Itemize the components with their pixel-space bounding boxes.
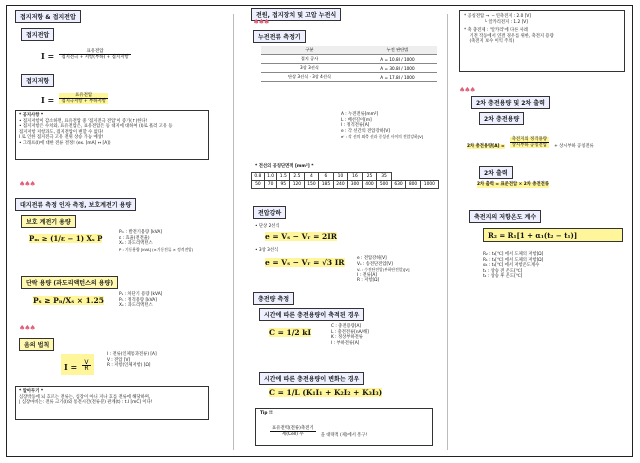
grid-cell: 300 [348,181,363,189]
formula-temp-coeff: R₂ = R₁[1 + α₁(t₂ − t₁)] [488,231,578,240]
wire-size-grid [251,172,439,189]
note-line: (축전지 보수 이익 주의) [464,39,515,45]
grid-title: * 전선의 공칭단면적 [mm²] * [255,164,314,169]
note-line: 심장박동에 뇌 흐르는 전류는, 심장이 아니 지나 흐를 전류에 해당하며, [19,394,151,400]
table-header: 구분 [261,46,358,55]
section-title-wiring: 전원, 접지장치 및 고압 누전식 [251,8,341,21]
note-line: I 로 인한 접지전극 고유 전위 상승 가능 예상! [19,135,104,141]
formula-short-circuit: Pₛ ≥ Pₙ/Xₛ × 1.25 [33,296,104,305]
formula-charge-variable: C = 1/L (K₁I₁ + K₂I₂ + K₃I₃) [269,388,383,397]
subtitle-secondary-capacity: 2차 충전용량 [479,112,524,125]
legend-item: α₁ : t₁[℃] 에서 저항온도계수 [483,263,540,269]
section-title-temp-coeff: 축전지의 저항온도 계수 [469,210,541,223]
legend-item: Vᵣ : 수전단전압(부하단전압)[V] [357,267,410,273]
legend-item: Pₙ : 정격용량 [kVA] [119,297,157,303]
column-divider [447,14,448,450]
wiring-table [261,46,437,82]
formula-ground-resistance: I = $\frac{\text{표유전압}}{\text{접지극저항 + 부하저항}}$ [41,93,106,105]
subtitle-leakage: 누전전류 측정기 [253,30,306,43]
legend-item: I : 부하전류[A] [331,340,360,346]
grid-cell: 95 [277,181,290,189]
section-title-secondary: 2차 충전용량 및 2차 출력 [471,96,550,109]
notes-title: * 알아두기 * [19,389,44,394]
note-line: * 공칭전압 → ─ 연축전지 : 2.0 [V] [464,14,532,19]
note-line: 기전 작동에서 연결 경우를 위한, 축전지 용량 [464,33,554,39]
legend-item: Xₛ : 과도리액턴스 [119,241,153,247]
column-1 [11,8,211,454]
grid-cell: 500 [377,181,392,189]
formula-secondary-output: 2차 출력 = 표준전압 × 2차 충전전류 [477,182,549,187]
legend-item: Xₛ : 과도리액턴스 [119,303,153,309]
legend-item: V : 전압 [V] [107,357,131,363]
table-row [252,173,439,181]
grid-cell: 0.8 [252,173,265,181]
legend-item: L : 충전전류[nA/해] [331,329,369,335]
eq-label-three-phase: • 3상 3선식 [255,248,279,253]
formula-charge-constant: C = 1/2 kI [269,328,311,337]
grid-cell: 1000 [420,181,438,189]
legend-relay [119,230,193,252]
legend-charge [331,324,369,346]
note-line: • 접지저항은 수치와, 표유전압은, 표유전압은 등 대지에 대하여 (I)로 흘러 고유 등 [19,124,173,130]
note-line: • 그래프(I)에 대한 전류 결정! (ex. [mA] ↔ [A]) [19,140,111,146]
subtitle-ground-voltage: 접지전압 [21,28,54,41]
grid-cell: 25 [362,173,377,181]
hearts-decoration: ♠♠♠ [19,180,35,188]
legend-item: e : 전압강하[V] [357,256,387,261]
formula-ground-voltage: I = $\frac{\text{표유전압}}{\text{접지전극 + 저항(부하) + 접지저항}}$ [41,49,129,61]
formula-three-phase: e = Vₛ − Vᵣ = √3 IR [265,258,345,267]
legend-leakage [341,112,423,140]
section-title-voltage-drop: 전압강하 [253,206,286,219]
grid-cell: 630 [391,181,406,189]
study-sheet [6,5,633,457]
notes-title: * 공지사항 * [19,113,44,118]
grid-cell: 16 [348,173,363,181]
table-header: 누전 판단법 [358,46,437,55]
legend-item: R₁ : t₁[℃] 에서 도체의 저항[Ω] [483,257,544,263]
table-row: 단상 3선식 · 3상 4선식 A = 17.8I / 1000 [261,73,437,82]
table-row: 접지 공사 A = 10.8I / 1000 [261,55,437,64]
legend-item: K : 정상부하전류 [331,335,363,341]
legend-item: Pₘ : 발전기용량 [kVA] [119,230,163,235]
note-line: | 심장마비는: 전류 크기(I)와 통전시간(전류분) 관계(t) : t.I [mC] 이다! [19,400,153,406]
grid-cell: 35 [377,173,392,181]
grid-cell: 4 [304,173,319,181]
column-2 [245,8,441,454]
legend-item: t₁ : 상승 전 온도[℃] [483,268,523,274]
legend-item: e : 각 선간의 전압강하[V] [341,128,391,134]
formula-ohms-law: I = $\frac{V}{R}$ [61,354,94,375]
grid-cell: 120 [290,181,305,189]
legend-item: R : 저항(인체저항) [Ω] [107,363,151,369]
tip-formula: $\frac{\text{표유전력(전류)축전기}}{\text{세(Cell) 수}}$ 을 대략적 (제)에서 흥구! [272,426,368,438]
grid-cell: 70 [264,181,277,189]
column-3 [455,8,631,454]
legend-item: A : 누전전류[mm²] [341,112,379,117]
tip-box [255,408,433,446]
grid-cell: 6 [319,173,334,181]
legend-item: L : 배선길이[m] [341,117,372,123]
formula-secondary-capacity: 2차 충전용량[A] = $\frac{\text{축전지의 정격용량}}{\text{상시부하 공칭전압}}$ + 상시부하 공칭전류 [467,137,594,149]
legend-item: R₂ : t₂[℃] 에서 도체의 저항[Ω] [483,252,544,257]
formula-box-temp [483,228,623,242]
grid-cell: 1.5 [277,173,290,181]
subtitle-charge-constant: 시간에 따른 충전용량이 축적된 경우 [259,308,364,321]
legend-short-circuit [119,292,162,309]
column-divider [233,14,234,450]
grid-cell: 2.5 [290,173,305,181]
note-line: 접지저항 저항과도, 접지전압이 변할 수 없다! [19,129,104,135]
legend-item: e' : 각 선의 외측 선과 중성선 사이의 전압강하[V] [341,134,424,140]
legend-item: ε : 효율(전전율) [119,235,150,241]
eq-label-single-phase: • 단상 2선식 [255,224,280,229]
section-title-grounding: 접지저항 & 접지전압 [15,10,81,23]
table-row: 3상 3선식 A = 30.8I / 1000 [261,64,437,73]
hearts-decoration: ♠♠♠ [459,86,475,94]
hearts-decoration: ♠♠♠ [253,18,269,26]
legend-item: P : 기동용량 [kVA] (×기동전류 × 정격전압) [119,246,194,252]
section-title-relay: 대지전류 측정 인자 측정, 보호계전기 용량 [15,198,136,211]
subtitle-short-circuit: 단락 용량 (과도리액턴스의 용량) [21,276,118,289]
formula-relay-capacity: Pₘ ≥ (1/ε − 1) Xₛ P [29,234,103,243]
grid-cell: 50 [252,181,265,189]
grid-cell: 400 [362,181,377,189]
legend-ohms [107,352,157,369]
battery-note-box [459,10,625,72]
note-line: * 축 충전제 : '알카리'에 다른 사례 [464,28,528,34]
grid-cell: 800 [406,181,421,189]
legend-temp [483,252,543,280]
legend-item: I : 전류(인체통과전류) [A] [107,352,157,357]
subtitle-relay-capacity: 보호 계전기 용량 [21,215,76,228]
subtitle-secondary-output: 2차 출력 [479,166,513,179]
legend-item: C : 충전용량[A] [331,324,362,329]
note-line: • 접지저항이 감소하면, 표유전압 중 '접지전극 전압'이 증가(↑)한다! [19,118,148,124]
legend-voltage-drop [357,256,409,284]
subtitle-ground-resistance: 접지저항 [21,74,54,87]
legend-item: I : 정격전류[A] [341,123,370,129]
grid-cell: 10 [333,173,348,181]
legend-item: Pₛ : 차단기 용량 [kVA] [119,292,163,297]
tip-title: Tip !! [260,411,273,416]
grid-cell: 1.0 [264,173,277,181]
formula-single-phase: e = Vₛ − Vᵣ = 2IR [265,232,337,241]
section-title-ohms-law: 옴의 법칙 [19,338,54,351]
legend-item: R : 저항[Ω] [357,278,380,284]
table-row [252,181,439,189]
legend-item: Vₛ : 송전단전압[V] [357,261,393,267]
grid-cell: 240 [333,181,348,189]
section-title-charge: 충전량 측정 [253,292,294,305]
note-line: └ 알카리전지 : 1.2 [V] [464,19,528,25]
grid-cell: 185 [319,181,334,189]
grid-cell: 150 [304,181,319,189]
legend-item: t₂ : 상승 후 온도[℃] [483,274,523,280]
notes-box-2 [15,386,209,420]
hearts-decoration: ♠♠♠ [19,324,35,332]
subtitle-charge-variable: 시간에 따른 충전용량이 변화는 경우 [259,372,364,385]
notes-box [15,110,209,160]
legend-item: I : 전류[A] [357,272,378,278]
